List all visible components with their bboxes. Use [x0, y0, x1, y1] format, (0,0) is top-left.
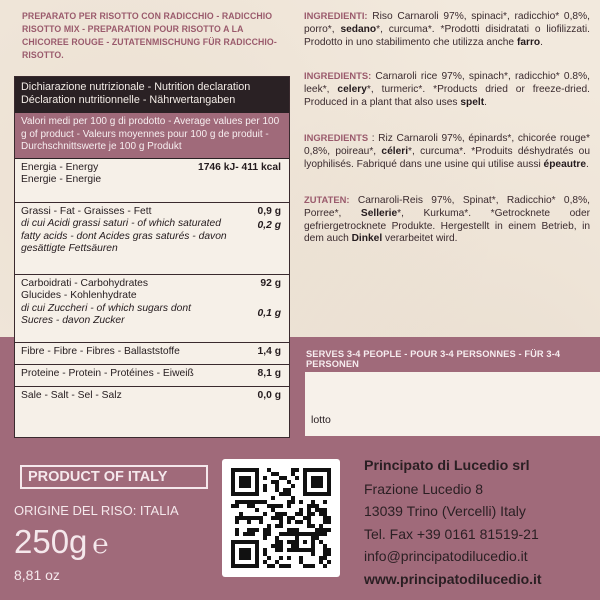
nutrition-header-line2: Déclaration nutritionnelle - Nährwertangaben [21, 94, 236, 106]
sugars-label: di cui Zuccheri - of which sugars dont Sucres - davon Zucker [21, 302, 191, 326]
allergen-celery-it: sedano [340, 23, 377, 35]
ingredients-de-text: *, Kurkuma*. *Getrocknete oder gefriergetrocknete Produkte. Hergestellt in einem Betrieb, in dem auch [304, 207, 590, 245]
nutrition-subheader: Valori medi per 100 g di prodotto - Average values per 100 g of product - Valeurs moyennes pour 100 g de produit - Durchschnittswerte je 100 g Produkt [15, 112, 289, 159]
protein-value: 8,1 g [257, 367, 281, 379]
ingredients-de-text: verarbeitet wird. [382, 233, 458, 245]
ingredients-de-label: ZUTATEN: [304, 194, 350, 205]
product-of-italy-badge: PRODUCT OF ITALY [20, 465, 208, 489]
lot-label: lotto [311, 414, 331, 426]
nutrition-header-line1: Dichiarazione nutrizionale - Nutrition declaration [21, 81, 251, 93]
carbohydrate-label-1: Carboidrati - Carbohydrates [21, 277, 149, 289]
serves-note: SERVES 3-4 PEOPLE - POUR 3-4 PERSONNES - FÜR 3-4 PERSONEN [306, 349, 561, 369]
ingredients-de-text: Carnaroli-Reis 97%, Spinat*, Radicchio* 0,8%, Porree*, [304, 195, 590, 219]
protein-label: Proteine - Protein - Protéines - Eiweiß [21, 367, 194, 379]
allergen-spelt-fr: épeautre [543, 158, 587, 170]
lot-box [305, 372, 600, 436]
ingredients-en-label: INGREDIENTS: [304, 70, 372, 81]
ingredients-it-text: . [540, 36, 543, 48]
energy-row [15, 159, 289, 203]
ingredients-fr-text: : Riz Carnaroli 97%, épinards*, chicorée rouge* 0,8%, poireau*, [304, 133, 590, 157]
company-info [364, 455, 596, 590]
ingredients-it-text: *, curcuma*. *Prodotti disidratati o liofilizzati. Prodotto in uno stabilimento che utilizza anche [304, 23, 590, 48]
ingredients-fr-label: INGREDIENTS [304, 132, 369, 143]
net-weight-value: 250g [14, 523, 88, 560]
sugars-value: 0,1 g [257, 307, 281, 319]
carbohydrate-value: 92 g [260, 277, 281, 289]
company-phone: Tel. Fax +39 0161 81519-21 [364, 525, 539, 542]
salt-value: 0,0 g [257, 389, 281, 401]
company-email[interactable]: info@principatodilucedio.it [364, 548, 528, 564]
energy-value: 1746 kJ- 411 kcal [197, 161, 281, 173]
salt-label: Sale - Salt - Sel - Salz [21, 389, 122, 401]
company-website[interactable]: www.principatodilucedio.it [364, 570, 542, 587]
carbohydrate-label-2: Glucides - Kohlenhydrate [21, 290, 137, 301]
fibre-row [15, 343, 289, 365]
nutrition-header [15, 77, 289, 112]
product-title: PREPARATO PER RISOTTO CON RADICCHIO - RADICCHIO RISOTTO MIX - PREPARATION POUR RISOTTO A LA CHICOREE ROUGE - ZUTATENMISCHUNG FÜR RADICCHIO-RISOTTO. [22, 11, 277, 60]
fibre-value: 1,4 g [257, 345, 281, 357]
fibre-label: Fibre - Fibre - Fibres - Ballaststoffe [21, 345, 180, 357]
ingredients-it-text: Riso Carnaroli 97%, spinaci*, radicchio* 0,8%, porro*, [304, 11, 590, 35]
energy-label-1: Energia - Energy [21, 161, 99, 173]
carbohydrate-row [15, 275, 289, 343]
ingredients-fr-text: *, curcuma*. *Produits déshydratés ou lyophilisés. Fabriqué dans une usine qui utilise aussi [304, 145, 590, 170]
ingredients-it [304, 10, 590, 49]
estimated-sign: ℮ [92, 529, 109, 559]
saturated-fat-value: 0,2 g [257, 219, 281, 231]
ingredients-it-label: INGREDIENTI: [304, 10, 368, 21]
salt-row [15, 387, 289, 409]
fat-label: Grassi - Fat - Graisses - Fett [21, 205, 152, 217]
ingredients-en [304, 70, 590, 109]
allergen-celery-en: celery [337, 83, 367, 95]
net-weight [14, 522, 109, 564]
allergen-spelt-en: spelt [460, 96, 485, 108]
protein-row [15, 365, 289, 387]
nutrition-table [14, 76, 290, 438]
fat-value: 0,9 g [257, 205, 281, 217]
allergen-spelt-it: farro [516, 36, 541, 48]
ingredients-de [304, 194, 590, 246]
ingredients-fr [304, 132, 590, 171]
ingredients-en-text: Carnaroli rice 97%, spinach*, radicchio* 0.8%, leek*, [304, 71, 590, 95]
net-weight-ounces: 8,81 oz [14, 567, 60, 583]
allergen-spelt-de: Dinkel [351, 233, 383, 245]
ingredients-fr-text: . [586, 158, 589, 170]
fat-row [15, 203, 289, 275]
ingredients-en-text: *, turmeric*. *Products dried or freeze-dried. Produced in a plant that also uses [304, 83, 590, 108]
saturated-fat-label: di cui Acidi grassi saturi - of which saturated fatty acids - dont Acides gras saturés - davon gesättigte Fettsäuren [21, 218, 227, 254]
ingredients-en-text: . [484, 96, 487, 108]
allergen-celery-de: Sellerie [360, 207, 398, 219]
company-address-1: Frazione Lucedio 8 [364, 480, 484, 497]
qr-code-icon[interactable] [222, 459, 340, 577]
company-name: Principato di Lucedio srl [364, 458, 530, 474]
company-address-2: 13039 Trino (Vercelli) Italy [364, 503, 526, 519]
allergen-celery-fr: céleri [381, 145, 409, 157]
rice-origin: ORIGINE DEL RISO: ITALIA [14, 503, 179, 518]
energy-label-2: Energie - Energie [21, 174, 102, 185]
